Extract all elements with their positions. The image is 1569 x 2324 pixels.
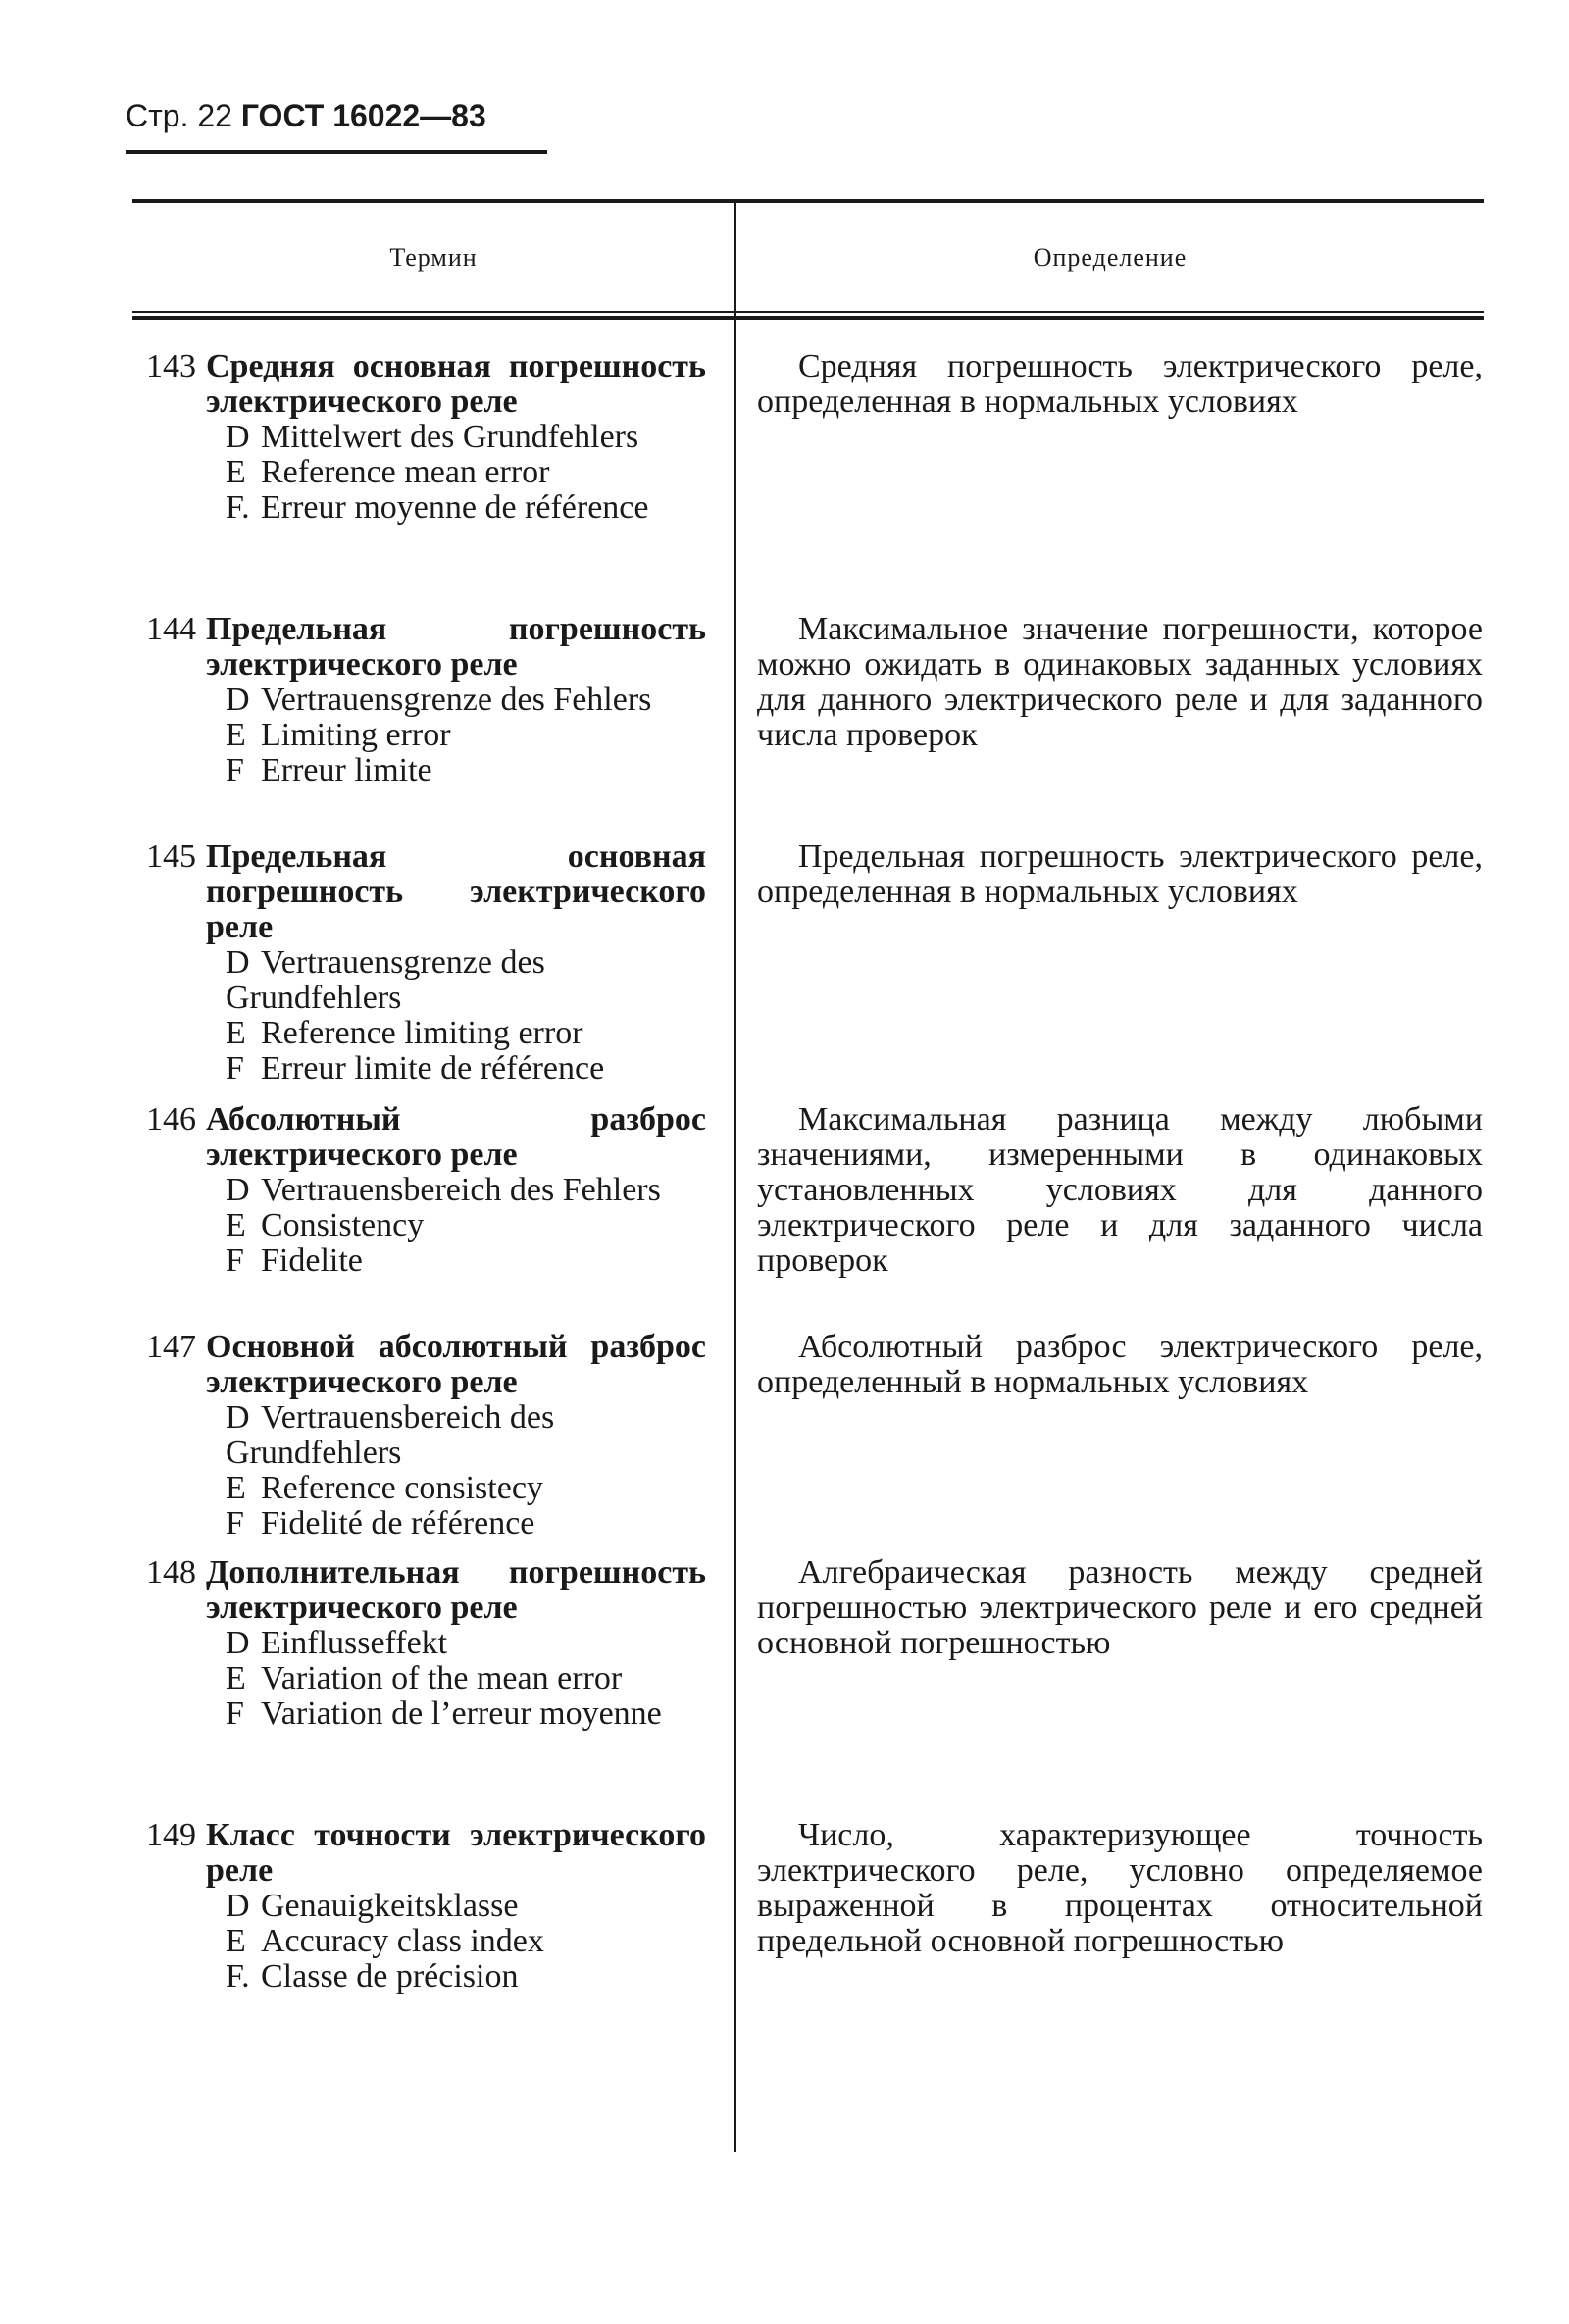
definition-text: Средняя погрешность электрического реле, определенная в нормальных условиях [757, 348, 1483, 420]
term-en-text: Accuracy class index [261, 1923, 544, 1959]
term-title: Абсолютный разброс электрического реле [206, 1101, 706, 1173]
term-title: Основной абсолютный разброс электрического реле [206, 1329, 706, 1400]
term-en-text: Limiting error [261, 717, 451, 753]
term-block [206, 349, 706, 526]
term-en: E Accuracy class index [226, 1923, 544, 1959]
term-en-text: Consistency [261, 1207, 425, 1243]
term-de: D Vertrauensgrenze des Fehlers [226, 682, 652, 718]
definition-text: Абсолютный разброс электрического реле, определенный в нормальных условиях [757, 1329, 1483, 1400]
term-fr-text: Erreur moyenne de référence [261, 489, 649, 526]
term-de: D Genauigkeitsklasse [226, 1888, 519, 1924]
definition-text: Алгебраическая разность между средней погрешностью электрического реле и его средней основной погрешностью [757, 1554, 1483, 1661]
term-fr-text: Fidelité de référence [261, 1505, 535, 1541]
term-fr-text: Classe de précision [261, 1958, 519, 1995]
term-en-text: Reference consistecy [261, 1470, 543, 1506]
term-en: E Reference consistecy [226, 1470, 543, 1506]
term-de-text: Genauigkeitsklasse [261, 1888, 519, 1924]
definition-text: Предельная погрешность электрического реле, определенная в нормальных условиях [757, 838, 1483, 910]
term-fr: F Fidelite [226, 1242, 363, 1279]
table-header-rule-double [132, 316, 1484, 320]
term-de-text: Mittelwert des Grundfehlers [261, 419, 639, 455]
term-block [206, 1102, 706, 1279]
entry-number: 147 [146, 1329, 196, 1365]
term-en: E Reference limiting error [226, 1015, 583, 1051]
term-de-text: Einflusseffekt [261, 1625, 448, 1661]
term-title: Класс точности электрического реле [206, 1817, 706, 1889]
definition-text: Максимальное значение погрешности, которое можно ожидать в одинаковых заданных условиях для данного электрического реле и для заданного числа проверок [757, 611, 1483, 753]
term-fr-text: Erreur limite de référence [261, 1050, 605, 1086]
entry-number: 145 [146, 838, 196, 875]
term-de-text: Vertrauensbereich des Grundfehlers [226, 1399, 555, 1471]
term-en: E Consistency [226, 1207, 425, 1243]
entry-number: 143 [146, 348, 196, 384]
term-de: D Vertrauensbereich des Grundfehlers [226, 1399, 555, 1471]
term-title: Дополнительная погрешность электрического реле [206, 1554, 706, 1626]
term-fr: F Fidelité de référence [226, 1505, 535, 1541]
entry-number: 148 [146, 1554, 196, 1591]
term-block [206, 839, 706, 1086]
table-header-rule [132, 311, 1484, 313]
term-de-text: Vertrauensbereich des Fehlers [261, 1172, 661, 1208]
standard-code: ГОСТ 16022—83 [240, 98, 486, 133]
term-en-text: Reference mean error [261, 454, 550, 490]
term-fr: F Erreur limite de référence [226, 1050, 605, 1086]
header-underline [126, 150, 547, 154]
term-en: E Limiting error [226, 717, 451, 753]
term-fr: F. Erreur moyenne de référence [226, 489, 649, 526]
term-fr: F Variation de l’erreur moyenne [226, 1695, 662, 1732]
definition-text: Максимальная разница между любыми значениями, измеренными в одинаковых установленных условиях для данного электрического реле и для заданного числа проверок [757, 1101, 1483, 1279]
page-label: Стр. 22 [126, 98, 232, 133]
term-de: D Einflusseffekt [226, 1625, 448, 1661]
term-en: E Variation of the mean error [226, 1660, 623, 1696]
column-header-term: Термин [389, 243, 478, 272]
term-de-text: Vertrauensgrenze des Fehlers [261, 682, 652, 718]
table-top-rule [132, 199, 1484, 203]
term-title: Средняя основная погрешность электрического реле [206, 348, 706, 420]
term-de-text: Vertrauensgrenze des Grundfehlers [226, 944, 545, 1016]
term-fr: F. Classe de précision [226, 1958, 519, 1995]
term-en-text: Reference limiting error [261, 1015, 583, 1051]
term-de: D Vertrauensgrenze des Grundfehlers [226, 944, 545, 1016]
term-fr-text: Variation de l’erreur moyenne [261, 1695, 662, 1732]
term-en-text: Variation of the mean error [261, 1660, 623, 1696]
entry-number: 149 [146, 1817, 196, 1853]
term-title: Предельная погрешность электрического реле [206, 611, 706, 682]
term-en: E Reference mean error [226, 454, 550, 490]
page-header [126, 98, 486, 134]
definition-text: Число, характеризующее точность электрического реле, условно определяемое выраженной в процентах относительной предельной основной погрешностью [757, 1817, 1483, 1959]
term-fr-text: Erreur limite [261, 752, 432, 788]
term-fr: F Erreur limite [226, 752, 432, 788]
term-block [206, 1555, 706, 1732]
column-header-definition: Определение [1033, 243, 1188, 272]
term-block [206, 1330, 706, 1541]
entry-number: 144 [146, 611, 196, 647]
term-de: D Mittelwert des Grundfehlers [226, 419, 639, 455]
column-divider [734, 201, 736, 2152]
entry-number: 146 [146, 1101, 196, 1137]
term-fr-text: Fidelite [261, 1242, 363, 1279]
term-de: D Vertrauensbereich des Fehlers [226, 1172, 661, 1208]
term-block [206, 1818, 706, 1995]
term-title: Предельная основная погрешность электрического реле [206, 838, 706, 945]
term-block [206, 612, 706, 788]
